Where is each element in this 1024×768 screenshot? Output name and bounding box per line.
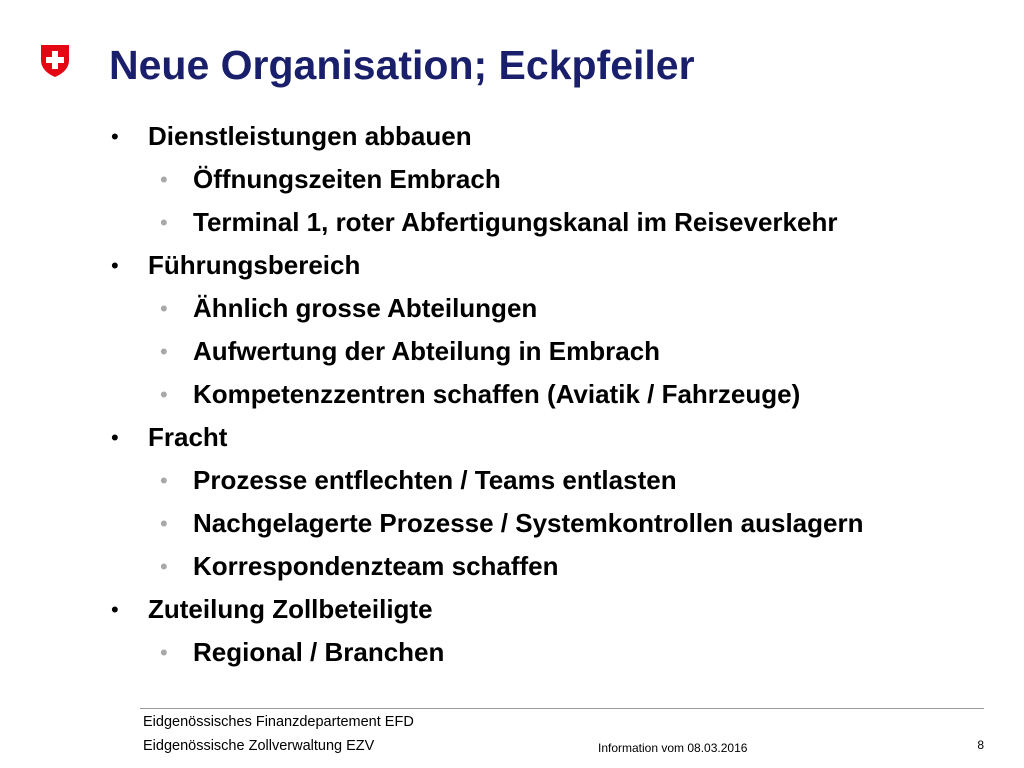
footer-department: Eidgenössisches Finanzdepartement EFD (143, 714, 414, 730)
bullet-marker: • (160, 167, 168, 192)
bullet-marker: • (160, 296, 168, 321)
sub-bullet-item (109, 502, 1009, 545)
sub-bullet-item (109, 330, 1009, 373)
bullet-text: Kompetenzzentren schaffen (Aviatik / Fahrzeuge) (193, 379, 801, 409)
footer-divider (140, 708, 984, 709)
footer-info: Information vom 08.03.2016 (598, 741, 748, 755)
page-number: 8 (977, 738, 984, 752)
bullet-text: Fracht (148, 422, 228, 452)
bullet-text: Aufwertung der Abteilung in Embrach (193, 336, 661, 366)
bullet-marker: • (160, 468, 168, 493)
bullet-marker: • (160, 511, 168, 536)
bullet-item (109, 115, 1009, 158)
bullet-marker: • (111, 425, 119, 450)
sub-bullet-item (109, 287, 1009, 330)
bullet-text: Zuteilung Zollbeteiligte (148, 594, 433, 624)
bullet-text: Prozesse entflechten / Teams entlasten (193, 465, 677, 495)
bullet-marker: • (160, 640, 168, 665)
bullet-item (109, 416, 1009, 459)
bullet-marker: • (160, 339, 168, 364)
bullet-marker: • (111, 597, 119, 622)
bullet-text: Terminal 1, roter Abfertigungskanal im Reiseverkehr (193, 207, 838, 237)
bullet-item (109, 588, 1009, 631)
bullet-text: Dienstleistungen abbauen (148, 121, 472, 151)
bullet-list (109, 115, 1009, 674)
bullet-marker: • (111, 253, 119, 278)
bullet-text: Regional / Branchen (193, 637, 445, 667)
bullet-marker: • (160, 210, 168, 235)
bullet-text: Nachgelagerte Prozesse / Systemkontrollen auslagern (193, 508, 864, 538)
bullet-text: Ähnlich grosse Abteilungen (193, 293, 538, 323)
sub-bullet-item (109, 201, 1009, 244)
footer-office: Eidgenössische Zollverwaltung EZV (143, 738, 375, 754)
sub-bullet-item (109, 459, 1009, 502)
bullet-text: Öffnungszeiten Embrach (193, 164, 501, 194)
sub-bullet-item (109, 373, 1009, 416)
bullet-marker: • (111, 124, 119, 149)
swiss-coat-of-arms-icon (40, 44, 70, 78)
sub-bullet-item (109, 545, 1009, 588)
bullet-marker: • (160, 554, 168, 579)
sub-bullet-item (109, 158, 1009, 201)
bullet-text: Korrespondenzteam schaffen (193, 551, 559, 581)
sub-bullet-item (109, 631, 1009, 674)
bullet-item (109, 244, 1009, 287)
bullet-text: Führungsbereich (148, 250, 361, 280)
slide-title: Neue Organisation; Eckpfeiler (109, 42, 695, 88)
slide-content (109, 115, 1009, 674)
bullet-marker: • (160, 382, 168, 407)
